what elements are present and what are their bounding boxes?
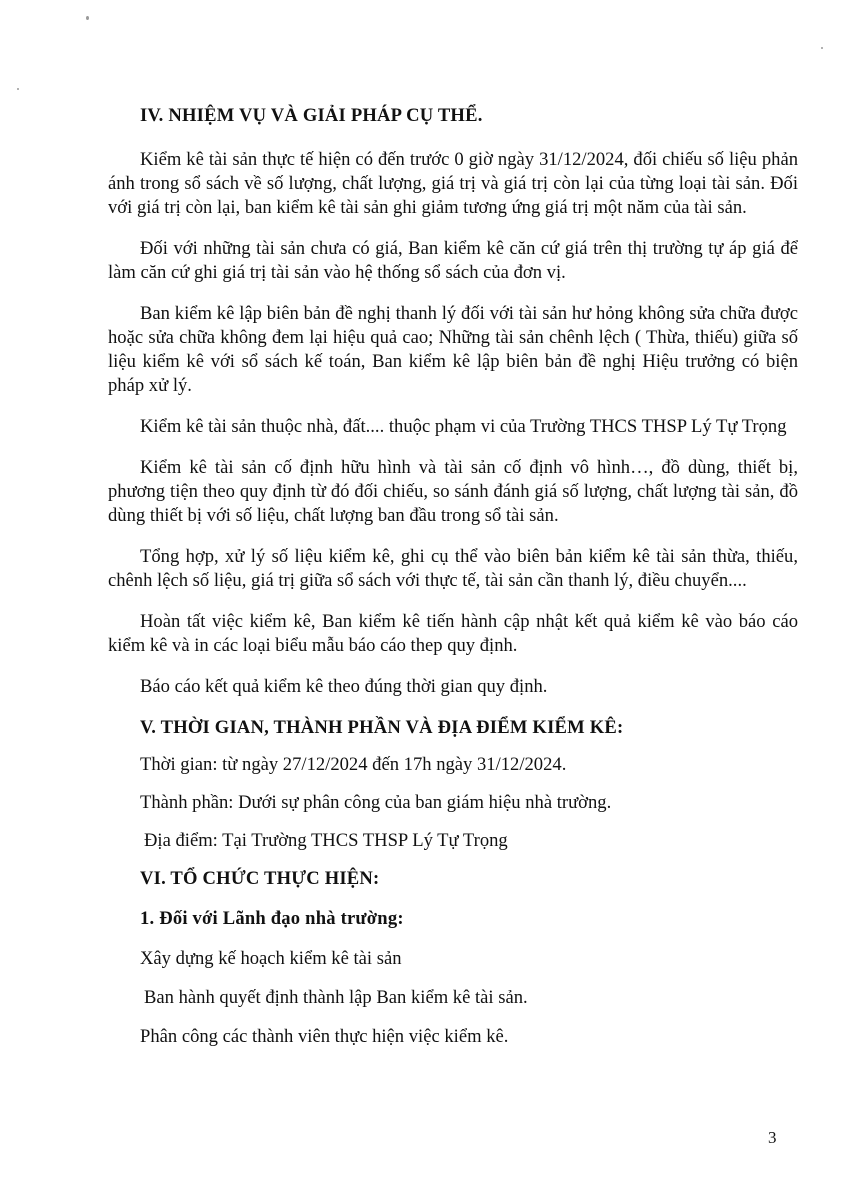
inventory-place: Địa điểm: Tại Trường THCS THSP Lý Tự Trọng xyxy=(144,830,508,851)
section-iv-paragraph-3: Ban kiểm kê lập biên bản đề nghị thanh lý đối với tài sản hư hỏng không sửa chữa được hoặc sửa chữa không đem lại hiệu quả cao; Những tài sản chênh lệch ( Thừa, thiếu) giữa số liệu kiểm kê với sổ sách kế toán, Ban kiểm kê lập biên bản đề nghị Hiệu trưởng có biện pháp xử lý. xyxy=(108,303,798,396)
scan-speck xyxy=(821,47,823,49)
section-v-title: V. THỜI GIAN, THÀNH PHẦN VÀ ĐỊA ĐIỂM KIỂM KÊ: xyxy=(140,717,624,738)
section-iv-paragraph-6: Tổng hợp, xử lý số liệu kiểm kê, ghi cụ thể vào biên bản kiểm kê tài sản thừa, thiếu, chênh lệch số liệu, giá trị giữa sổ sách với thực tế, tài sản cần thanh lý, điều chuyển.... xyxy=(108,546,798,591)
task-item: Xây dựng kế hoạch kiểm kê tài sản xyxy=(140,948,402,969)
document-body xyxy=(108,104,798,1049)
page-number: 3 xyxy=(768,1128,777,1147)
section-iv-paragraph-7: Hoàn tất việc kiểm kê, Ban kiểm kê tiến hành cập nhật kết quả kiểm kê vào báo cáo kiểm kê và in các loại biểu mẫu báo cáo thep quy định. xyxy=(108,611,798,656)
scan-speck xyxy=(17,88,19,90)
section-iv-title: IV. NHIỆM VỤ VÀ GIẢI PHÁP CỤ THỂ. xyxy=(140,105,483,126)
inventory-members: Thành phần: Dưới sự phân công của ban giám hiệu nhà trường. xyxy=(140,792,612,813)
scan-speck xyxy=(86,16,89,20)
section-iv-paragraph-1: Kiểm kê tài sản thực tế hiện có đến trước 0 giờ ngày 31/12/2024, đối chiếu số liệu phản ánh trong sổ sách về số lượng, chất lượng, giá trị và giá trị còn lại của từng loại tài sản. Đối với giá trị còn lại, ban kiểm kê tài sản ghi giảm tương ứng giá trị một năm của tài sản. xyxy=(108,149,798,218)
task-item: Ban hành quyết định thành lập Ban kiểm kê tài sản. xyxy=(144,987,528,1008)
section-iv-paragraph-8: Báo cáo kết quả kiểm kê theo đúng thời gian quy định. xyxy=(140,676,548,697)
inventory-time: Thời gian: từ ngày 27/12/2024 đến 17h ngày 31/12/2024. xyxy=(140,754,567,775)
section-iv-paragraph-4: Kiểm kê tài sản thuộc nhà, đất.... thuộc phạm vi của Trường THCS THSP Lý Tự Trọng xyxy=(140,416,787,437)
section-iv-paragraph-5: Kiểm kê tài sản cố định hữu hình và tài sản cố định vô hình…, đồ dùng, thiết bị, phương tiện theo quy định từ đó đối chiếu, so sánh đánh giá số lượng, chất lượng tài sản, đồ dùng thiết bị với số liệu, chất lượng ban đầu trong sổ tài sản. xyxy=(108,457,798,526)
section-iv-paragraph-2: Đối với những tài sản chưa có giá, Ban kiểm kê căn cứ giá trên thị trường tự áp giá để làm căn cứ ghi giá trị tài sản vào hệ thống sổ sách của đơn vị. xyxy=(108,238,798,283)
task-item: Phân công các thành viên thực hiện việc kiểm kê. xyxy=(140,1026,509,1047)
subsection-1-title: 1. Đối với Lãnh đạo nhà trường: xyxy=(140,908,404,929)
section-vi-title: VI. TỔ CHỨC THỰC HIỆN: xyxy=(140,868,380,889)
